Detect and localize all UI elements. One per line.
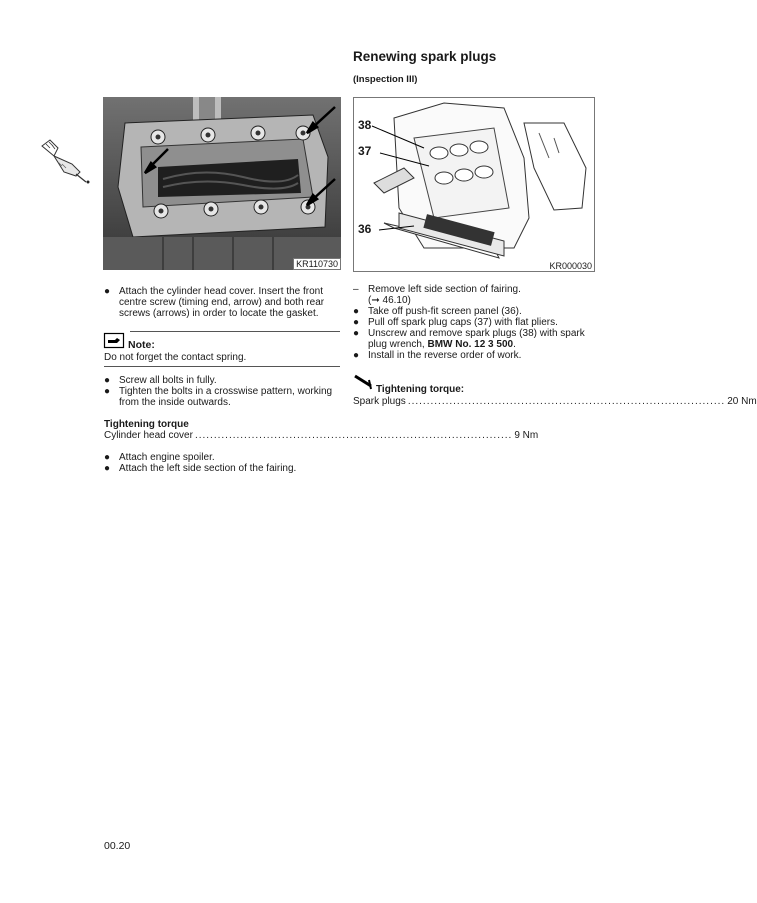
left-steps-3: [104, 452, 344, 474]
left-torque-row: Cylinder head cover .................................................................................... 9 Nm: [104, 430, 539, 441]
callout-37: 37: [358, 144, 372, 158]
torque-row: Spark plugs .................................................................................... 20 Nm: [353, 396, 757, 407]
note-hand-icon: [104, 333, 124, 348]
list-item: ● Attach the cylinder head cover. Insert the front centre screw (timing end, arrow) and both rear screws (arrows) in order to locate the gasket.: [104, 286, 325, 319]
list-item: ● Screw all bolts in fully.: [104, 375, 217, 386]
right-steps: [353, 284, 593, 361]
callout-38: 38: [358, 118, 372, 132]
page-number: 00.20: [104, 840, 131, 852]
list-item: ● Attach engine spoiler.: [104, 452, 215, 463]
note-top-rule: [130, 331, 340, 332]
note-bottom-rule: [104, 366, 340, 367]
left-torque-heading: Tightening torque: [104, 419, 189, 430]
list-item: ● Tighten the bolts in a crosswise pattern, working from the inside outwards.: [104, 386, 333, 408]
arrow-right-icon: ➞: [371, 295, 380, 306]
oil-can-icon: [36, 134, 96, 184]
list-item: – Remove left side section of fairing. (➞ 46.10): [353, 284, 521, 306]
cylinder-head-cover-photo: [103, 97, 341, 270]
figure-code: KR000030: [549, 261, 592, 271]
list-item: ● Attach the left side section of the fairing.: [104, 463, 297, 474]
list-item: ● Take off push-fit screen panel (36).: [353, 306, 522, 317]
figure-code: KR110730: [293, 258, 341, 270]
section-title: Renewing spark plugs: [353, 49, 497, 64]
list-item: ● Install in the reverse order of work.: [353, 350, 522, 361]
list-item: ● Unscrew and remove spark plugs (38) with spark plug wrench, BMW No. 12 3 500.: [353, 328, 585, 350]
callout-36: 36: [358, 222, 372, 236]
torque-heading: Tightening torque:: [376, 384, 465, 395]
spark-plug-diagram: [353, 97, 595, 272]
torque-wrench-icon: [353, 374, 375, 390]
section-subtitle: (Inspection III): [353, 74, 418, 85]
note-text: Do not forget the contact spring.: [104, 352, 247, 363]
left-steps-1: [104, 286, 336, 319]
list-item: ● Pull off spark plug caps (37) with flat pliers.: [353, 317, 558, 328]
note-heading: Note:: [128, 339, 155, 351]
left-steps-2: [104, 375, 344, 408]
